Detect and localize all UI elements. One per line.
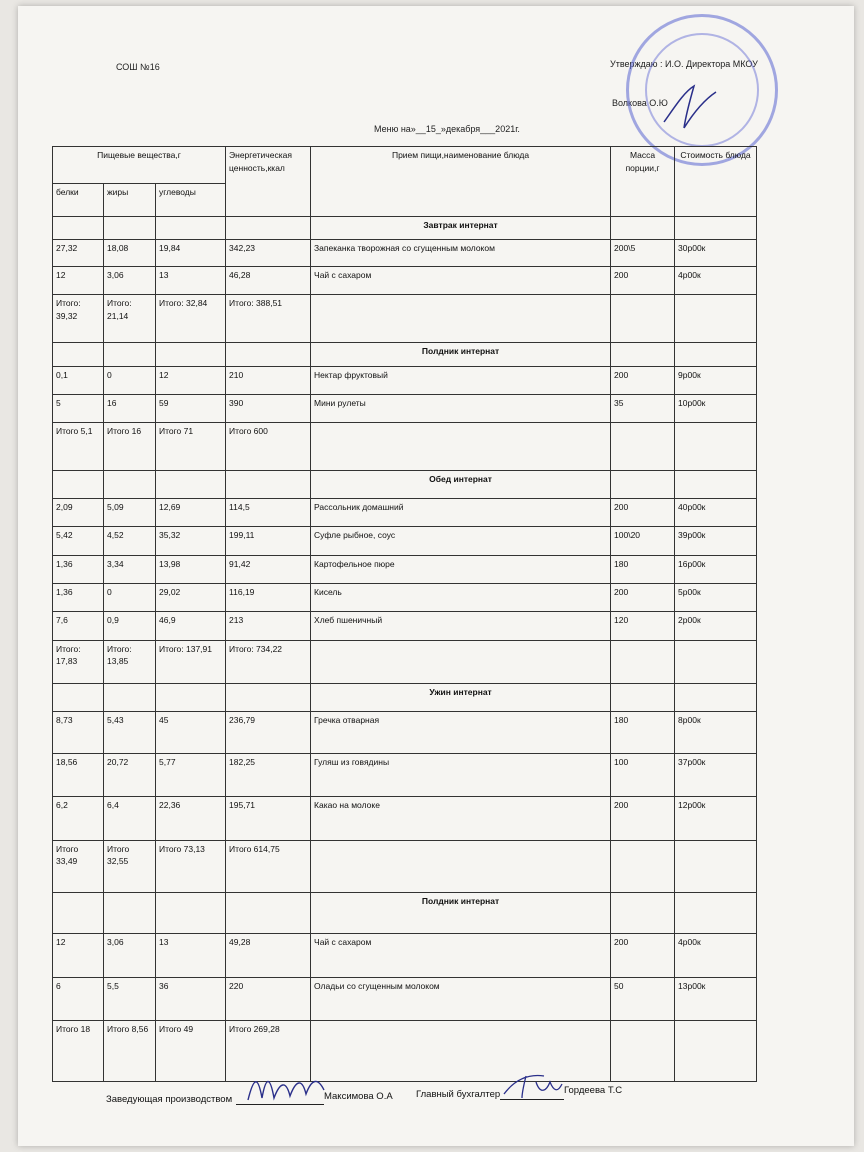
dish-name-cell: Какао на молоке	[311, 797, 611, 840]
mass-cell: 35	[611, 394, 675, 422]
cost-cell: 30р00к	[675, 240, 757, 266]
total-fat-cell: Итого: 21,14	[104, 294, 156, 342]
protein-cell: 0,1	[53, 366, 104, 394]
menu-item-row	[53, 499, 757, 527]
section-row	[53, 683, 757, 711]
fat-cell: 20,72	[104, 753, 156, 796]
energy-cell: 49,28	[226, 934, 311, 977]
energy-cell: 195,71	[226, 797, 311, 840]
cost-cell: 37р00к	[675, 753, 757, 796]
mass-cell: 200	[611, 797, 675, 840]
menu-item-row	[53, 934, 757, 977]
protein-cell: 8,73	[53, 712, 104, 753]
fat-cell: 4,52	[104, 527, 156, 555]
dish-name-cell: Картофельное пюре	[311, 555, 611, 583]
carbs-cell: 36	[156, 977, 226, 1020]
mass-cell: 200\5	[611, 240, 675, 266]
section-row	[53, 342, 757, 366]
menu-item-row	[53, 977, 757, 1020]
section-title: Полдник интернат	[311, 892, 611, 933]
menu-item-row	[53, 266, 757, 294]
carbs-cell: 12	[156, 366, 226, 394]
accountant-label: Главный бухгалтер	[416, 1089, 501, 1100]
energy-cell: 220	[226, 977, 311, 1020]
total-carbs-cell: Итого: 32,84	[156, 294, 226, 342]
dish-name-cell: Нектар фруктовый	[311, 366, 611, 394]
cost-cell: 4р00к	[675, 934, 757, 977]
mass-cell: 200	[611, 499, 675, 527]
protein-cell: 1,36	[53, 555, 104, 583]
total-protein-cell: Итого: 39,32	[53, 294, 104, 342]
fat-cell: 5,09	[104, 499, 156, 527]
mass-cell: 100\20	[611, 527, 675, 555]
carbs-cell: 13,98	[156, 555, 226, 583]
total-carbs-cell: Итого 49	[156, 1020, 226, 1081]
mass-header: Масса порции,г	[611, 147, 675, 217]
total-protein-cell: Итого 18	[53, 1020, 104, 1081]
protein-cell: 6	[53, 977, 104, 1020]
mass-cell: 200	[611, 583, 675, 611]
energy-cell: 342,23	[226, 240, 311, 266]
fat-header: жиры	[104, 183, 156, 216]
fat-cell: 5,43	[104, 712, 156, 753]
carbs-cell: 13	[156, 934, 226, 977]
protein-cell: 7,6	[53, 612, 104, 640]
menu-item-row	[53, 366, 757, 394]
total-row	[53, 640, 757, 683]
total-row	[53, 423, 757, 471]
total-protein-cell: Итого: 17,83	[53, 640, 104, 683]
menu-table	[52, 146, 757, 1082]
menu-item-row	[53, 394, 757, 422]
section-title: Завтрак интернат	[311, 216, 611, 240]
protein-cell: 5,42	[53, 527, 104, 555]
dish-name-cell: Гуляш из говядины	[311, 753, 611, 796]
total-fat-cell: Итого 32,55	[104, 840, 156, 892]
total-energy-cell: Итого 614,75	[226, 840, 311, 892]
protein-cell: 5	[53, 394, 104, 422]
dish-name-cell: Гречка отварная	[311, 712, 611, 753]
carbs-cell: 19,84	[156, 240, 226, 266]
cost-header: Стоимость блюда	[675, 147, 757, 217]
school-name: СОШ №16	[116, 62, 160, 72]
production-head-name: Максимова О.А	[324, 1091, 393, 1102]
total-protein-cell: Итого 5,1	[53, 423, 104, 471]
energy-cell: 213	[226, 612, 311, 640]
fat-cell: 0	[104, 366, 156, 394]
cost-cell: 39р00к	[675, 527, 757, 555]
menu-date: Меню на»__15_»декабря___2021г.	[374, 124, 520, 134]
carbs-cell: 22,36	[156, 797, 226, 840]
carbs-cell: 29,02	[156, 583, 226, 611]
carbs-cell: 5,77	[156, 753, 226, 796]
section-title: Обед интернат	[311, 470, 611, 498]
total-row	[53, 840, 757, 892]
fat-cell: 16	[104, 394, 156, 422]
dish-name-cell: Оладьи со сгущенным молоком	[311, 977, 611, 1020]
total-fat-cell: Итого 16	[104, 423, 156, 471]
protein-cell: 1,36	[53, 583, 104, 611]
dish-name-cell: Чай с сахаром	[311, 934, 611, 977]
protein-cell: 12	[53, 934, 104, 977]
cost-cell: 10р00к	[675, 394, 757, 422]
menu-item-row	[53, 527, 757, 555]
cost-cell: 2р00к	[675, 612, 757, 640]
total-carbs-cell: Итого 71	[156, 423, 226, 471]
approval-line: Утверждаю : И.О. Директора МКОУ	[610, 59, 758, 69]
meal-header: Прием пищи,наименование блюда	[311, 147, 611, 217]
carbs-cell: 35,32	[156, 527, 226, 555]
accountant-name: Гордеева Т.С	[564, 1085, 623, 1096]
director-signature	[660, 78, 720, 134]
mass-cell: 200	[611, 266, 675, 294]
cost-cell: 16р00к	[675, 555, 757, 583]
total-energy-cell: Итого 269,28	[226, 1020, 311, 1081]
accountant-signature	[500, 1070, 566, 1102]
energy-cell: 390	[226, 394, 311, 422]
fat-cell: 0,9	[104, 612, 156, 640]
mass-cell: 50	[611, 977, 675, 1020]
fat-cell: 0	[104, 583, 156, 611]
fat-cell: 3,34	[104, 555, 156, 583]
mass-cell: 100	[611, 753, 675, 796]
protein-cell: 27,32	[53, 240, 104, 266]
energy-cell: 199,11	[226, 527, 311, 555]
energy-header: Энергетическая ценность,ккал	[226, 147, 311, 217]
cost-cell: 5р00к	[675, 583, 757, 611]
cost-cell: 12р00к	[675, 797, 757, 840]
cost-cell: 13р00к	[675, 977, 757, 1020]
menu-item-row	[53, 583, 757, 611]
dish-name-cell: Чай с сахаром	[311, 266, 611, 294]
section-row	[53, 470, 757, 498]
energy-cell: 114,5	[226, 499, 311, 527]
fat-cell: 6,4	[104, 797, 156, 840]
total-row	[53, 294, 757, 342]
protein-cell: 6,2	[53, 797, 104, 840]
protein-cell: 18,56	[53, 753, 104, 796]
section-title: Полдник интернат	[311, 342, 611, 366]
production-head-label: Заведующая производством	[106, 1094, 233, 1105]
dish-name-cell: Мини рулеты	[311, 394, 611, 422]
energy-cell: 236,79	[226, 712, 311, 753]
carbs-cell: 13	[156, 266, 226, 294]
protein-cell: 2,09	[53, 499, 104, 527]
total-fat-cell: Итого: 13,85	[104, 640, 156, 683]
total-fat-cell: Итого 8,56	[104, 1020, 156, 1081]
fat-cell: 5,5	[104, 977, 156, 1020]
fat-cell: 3,06	[104, 266, 156, 294]
carbs-cell: 46,9	[156, 612, 226, 640]
mass-cell: 120	[611, 612, 675, 640]
total-protein-cell: Итого 33,49	[53, 840, 104, 892]
dish-name-cell: Хлеб пшеничный	[311, 612, 611, 640]
protein-header: белки	[53, 183, 104, 216]
mass-cell: 180	[611, 555, 675, 583]
nutrients-header: Пищевые вещества,г	[53, 147, 226, 184]
carbs-header: углеводы	[156, 183, 226, 216]
section-row	[53, 892, 757, 933]
energy-cell: 91,42	[226, 555, 311, 583]
total-energy-cell: Итого: 734,22	[226, 640, 311, 683]
total-carbs-cell: Итого 73,13	[156, 840, 226, 892]
total-energy-cell: Итого: 388,51	[226, 294, 311, 342]
director-name: Волкова О.Ю	[612, 98, 668, 108]
menu-item-row	[53, 612, 757, 640]
carbs-cell: 12,69	[156, 499, 226, 527]
menu-item-row	[53, 753, 757, 796]
total-energy-cell: Итого 600	[226, 423, 311, 471]
menu-item-row	[53, 240, 757, 266]
energy-cell: 116,19	[226, 583, 311, 611]
menu-item-row	[53, 555, 757, 583]
dish-name-cell: Кисель	[311, 583, 611, 611]
cost-cell: 9р00к	[675, 366, 757, 394]
cost-cell: 8р00к	[675, 712, 757, 753]
fat-cell: 18,08	[104, 240, 156, 266]
production-head-signature	[244, 1070, 328, 1106]
dish-name-cell: Рассольник домашний	[311, 499, 611, 527]
mass-cell: 180	[611, 712, 675, 753]
cost-cell: 4р00к	[675, 266, 757, 294]
mass-cell: 200	[611, 934, 675, 977]
menu-item-row	[53, 797, 757, 840]
fat-cell: 3,06	[104, 934, 156, 977]
carbs-cell: 59	[156, 394, 226, 422]
mass-cell: 200	[611, 366, 675, 394]
menu-item-row	[53, 712, 757, 753]
section-title: Ужин интернат	[311, 683, 611, 711]
energy-cell: 210	[226, 366, 311, 394]
energy-cell: 182,25	[226, 753, 311, 796]
total-carbs-cell: Итого: 137,91	[156, 640, 226, 683]
carbs-cell: 45	[156, 712, 226, 753]
dish-name-cell: Запеканка творожная со сгущенным молоком	[311, 240, 611, 266]
dish-name-cell: Суфле рыбное, соус	[311, 527, 611, 555]
section-row	[53, 216, 757, 240]
protein-cell: 12	[53, 266, 104, 294]
cost-cell: 40р00к	[675, 499, 757, 527]
total-row	[53, 1020, 757, 1081]
energy-cell: 46,28	[226, 266, 311, 294]
